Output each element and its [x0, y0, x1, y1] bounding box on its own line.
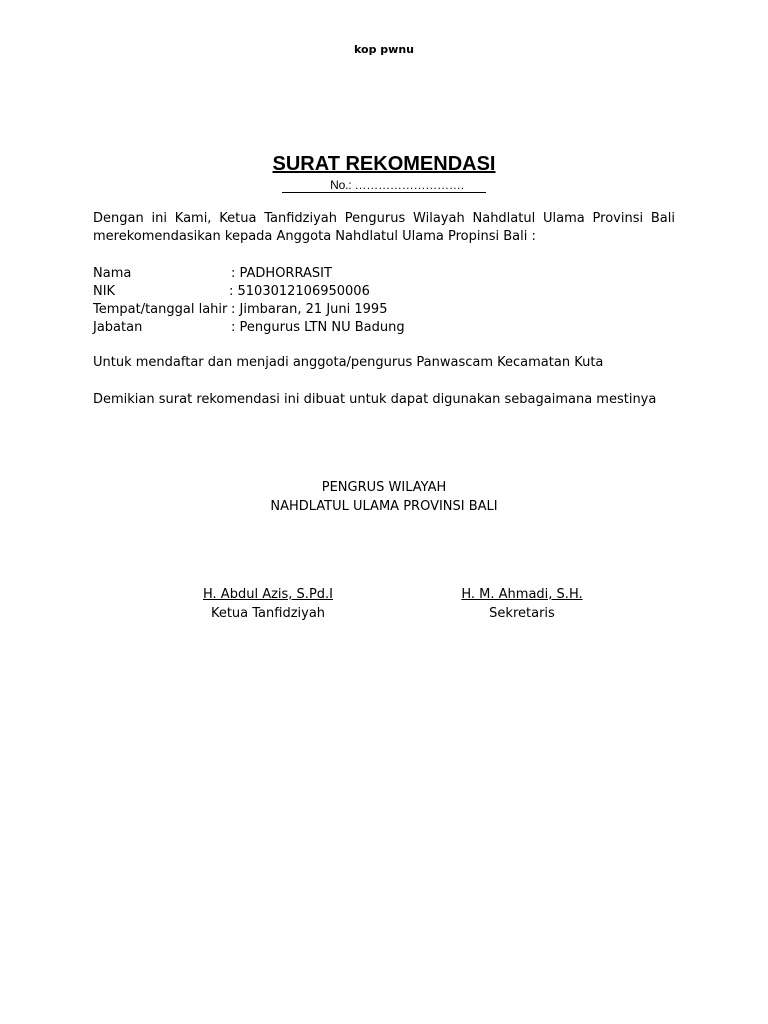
signature-block-chairman: [168, 585, 368, 623]
signature-block-secretary: [422, 585, 622, 623]
organization-line-2: NAHDLATUL ULAMA PROVINSI BALI: [270, 499, 498, 514]
purpose-paragraph: Untuk mendaftar dan menjadi anggota/pengurus Panwascam Kecamatan Kuta: [93, 355, 604, 370]
intro-line-1: Dengan ini Kami, Ketua Tanfidziyah Pengurus Wilayah Nahdlatul Ulama Provinsi Bali: [93, 211, 675, 226]
signatory-name: H. M. Ahmadi, S.H.: [461, 587, 583, 602]
field-label: Nama: [93, 266, 132, 281]
field-value: : PADHORRASIT: [231, 266, 332, 281]
letterhead-placeholder: kop pwnu: [354, 43, 414, 56]
letter-title: SURAT REKOMENDASI: [272, 153, 496, 175]
letter-number-text: No.: ……………………….: [282, 178, 486, 193]
field-label: Jabatan: [93, 320, 143, 335]
signatory-name: H. Abdul Azis, S.Pd.I: [203, 587, 333, 602]
organization-block: [0, 478, 768, 516]
field-label: Tempat/tanggal lahir: [93, 302, 228, 317]
intro-paragraph: [93, 210, 675, 246]
signatory-role: Ketua Tanfidziyah: [210, 606, 326, 621]
organization-line-1: PENGRUS WILAYAH: [321, 480, 447, 495]
signatory-role: Sekretaris: [489, 606, 555, 621]
intro-line-2: merekomendasikan kepada Anggota Nahdlatul Ulama Propinsi Bali :: [93, 229, 536, 244]
letter-number: [0, 178, 768, 192]
field-value: : 5103012106950006: [229, 284, 370, 299]
field-label: NIK: [93, 284, 116, 299]
field-value: : Pengurus LTN NU Badung: [231, 320, 405, 335]
field-value: : Jimbaran, 21 Juni 1995: [231, 302, 388, 317]
closing-paragraph: Demikian surat rekomendasi ini dibuat untuk dapat digunakan sebagaimana mestinya: [93, 392, 657, 407]
